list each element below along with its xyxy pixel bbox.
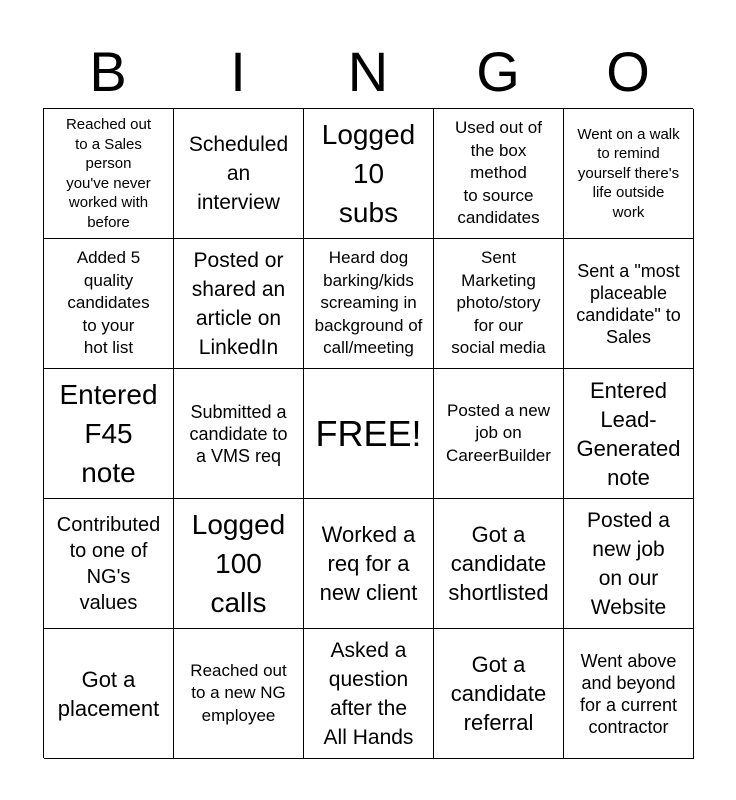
bingo-cell-r1c1[interactable]: Reached out to a Sales person you've never worked with before bbox=[44, 109, 174, 239]
bingo-cell-r5c5[interactable]: Went above and beyond for a current contractor bbox=[564, 629, 694, 759]
bingo-cell-r2c3[interactable]: Heard dog barking/kids screaming in background of call/meeting bbox=[304, 239, 434, 369]
bingo-cell-r2c2[interactable]: Posted or shared an article on LinkedIn bbox=[174, 239, 304, 369]
bingo-cell-r1c3[interactable]: Logged 10 subs bbox=[304, 109, 434, 239]
bingo-cell-free[interactable]: FREE! bbox=[304, 369, 434, 499]
bingo-cell-r4c4[interactable]: Got a candidate shortlisted bbox=[434, 499, 564, 629]
bingo-cell-r4c5[interactable]: Posted a new job on our Website bbox=[564, 499, 694, 629]
bingo-grid bbox=[43, 108, 693, 758]
bingo-cell-r4c1[interactable]: Contributed to one of NG's values bbox=[44, 499, 174, 629]
bingo-cell-r2c1[interactable]: Added 5 quality candidates to your hot list bbox=[44, 239, 174, 369]
bingo-cell-r1c2[interactable]: Scheduled an interview bbox=[174, 109, 304, 239]
bingo-cell-r3c5[interactable]: Entered Lead- Generated note bbox=[564, 369, 694, 499]
bingo-cell-r5c4[interactable]: Got a candidate referral bbox=[434, 629, 564, 759]
bingo-cell-r3c4[interactable]: Posted a new job on CareerBuilder bbox=[434, 369, 564, 499]
bingo-cell-r2c4[interactable]: Sent Marketing photo/story for our social media bbox=[434, 239, 564, 369]
bingo-header bbox=[43, 36, 693, 108]
header-letter-o: O bbox=[606, 40, 650, 103]
bingo-cell-r3c2[interactable]: Submitted a candidate to a VMS req bbox=[174, 369, 304, 499]
header-letter-n: N bbox=[347, 40, 389, 103]
bingo-cell-r1c4[interactable]: Used out of the box method to source candidates bbox=[434, 109, 564, 239]
bingo-cell-r3c1[interactable]: Entered F45 note bbox=[44, 369, 174, 499]
header-letter-g: G bbox=[476, 40, 520, 103]
bingo-cell-r1c5[interactable]: Went on a walk to remind yourself there's life outside work bbox=[564, 109, 694, 239]
header-letter-b: B bbox=[89, 40, 127, 103]
bingo-cell-r5c3[interactable]: Asked a question after the All Hands bbox=[304, 629, 434, 759]
bingo-cell-r4c2[interactable]: Logged 100 calls bbox=[174, 499, 304, 629]
bingo-cell-r5c2[interactable]: Reached out to a new NG employee bbox=[174, 629, 304, 759]
bingo-cell-r4c3[interactable]: Worked a req for a new client bbox=[304, 499, 434, 629]
bingo-cell-r5c1[interactable]: Got a placement bbox=[44, 629, 174, 759]
header-letter-i: I bbox=[230, 40, 246, 103]
bingo-cell-r2c5[interactable]: Sent a "most placeable candidate" to Sales bbox=[564, 239, 694, 369]
